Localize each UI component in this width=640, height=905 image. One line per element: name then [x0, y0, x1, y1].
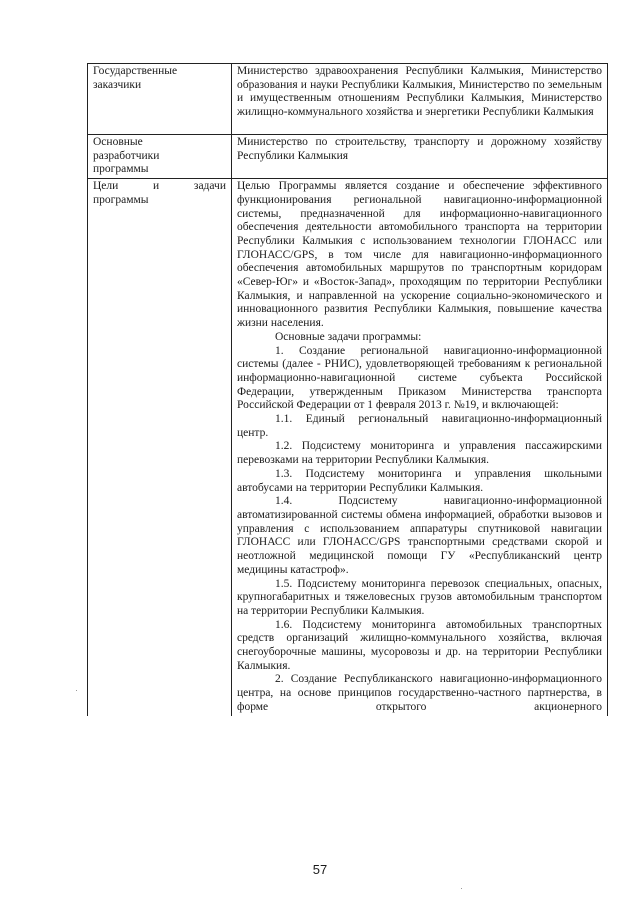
row-value-goals [232, 179, 608, 716]
row-label-customers: Государственные заказчики [88, 64, 232, 135]
table-row [88, 179, 608, 716]
task-item: 1.5. Подсистему мониторинга перевозок специальных, опасных, крупногабаритных и тяжеловесных грузов автомобильным транспортом на территории Республики Калмыкия. [237, 577, 602, 617]
row-value-customers: Министерство здравоохранения Республики Калмыкия, Министерство образования и науки Республики Калмыкия, Министерство по земельным и имущественным отношениям Республики Калмыкия, Министерство жилищно-коммунального хозяйства и энергетики Республики Калмыкия [232, 64, 608, 135]
goal-paragraph: Целью Программы является создание и обеспечение эффективного функционирования региональной навигационно-информационной системы, предназначенной для информационно-навигационного обеспечения деятельности автомобильного транспорта на территории Республики Калмыкия с использованием технологии ГЛОНАСС или ГЛОНАСС/GPS, в том числе для навигационно-информационного обеспечения автомобильных маршрутов по транспортным коридорам «Север-Юг» и «Восток-Запад», проходящим по территории Республики Калмыкия, и направленной на ускорение социально-экономического и инновационного развития Республики Калмыкия, повышение качества жизни населения. [237, 180, 602, 330]
page-number: 57 [312, 862, 328, 877]
table-row [88, 64, 608, 135]
scan-speck [461, 888, 462, 889]
row-label-developers: Основные разработчики программы [88, 135, 232, 179]
task-item: 1.4. Подсистему навигационно-информационной автоматизированной системы обмена информацией, обработки вызовов и управления с использованием аппаратуры спутниковой навигации ГЛОНАСС или ГЛОНАСС/GPS транспортными средствами скорой и неотложной медицинской помощи ГУ «Республиканский центр медицины катастроф». [237, 495, 602, 576]
task-item: 1.2. Подсистему мониторинга и управления пассажирскими перевозками на территории Республики Калмыкия. [237, 440, 602, 467]
task-item: 1.6. Подсистему мониторинга автомобильных транспортных средств организаций жилищно-коммунального хозяйства, включая снегоуборочные машины, мусоровозы и др. на территории Республики Калмыкия. [237, 618, 602, 672]
task-item: 1. Создание региональной навигационно-информационной системы (далее - РНИС), удовлетворяющей требованиям к региональной информационно-навигационной системе субъекта Российской Федерации, утвержденным Приказом Министерства транспорта Российской Федерации от 1 февраля 2013 г. №19, и включающей: [237, 344, 602, 412]
goal-label-line: Цели и задачи [93, 180, 226, 193]
program-passport-table [87, 63, 608, 716]
task-item: 1.3. Подсистему мониторинга и управления школьными автобусами на территории Республики Калмыкия. [237, 467, 602, 494]
row-label-goals: Цели и задачи программы [88, 179, 232, 716]
row-value-developers: Министерство по строительству, транспорту и дорожному хозяйству Республики Калмыкия [232, 135, 608, 179]
tasks-heading: Основные задачи программы: [275, 330, 422, 343]
table-row [88, 135, 608, 179]
scan-speck [76, 690, 77, 691]
task-item: 1.1. Единый региональный навигационно-информационный центр. [237, 413, 602, 439]
task-item: 2. Создание Республиканского навигационно-информационного центра, на основе принципов государственно-частного партнерства, в форме открытого акционерного [237, 673, 602, 713]
